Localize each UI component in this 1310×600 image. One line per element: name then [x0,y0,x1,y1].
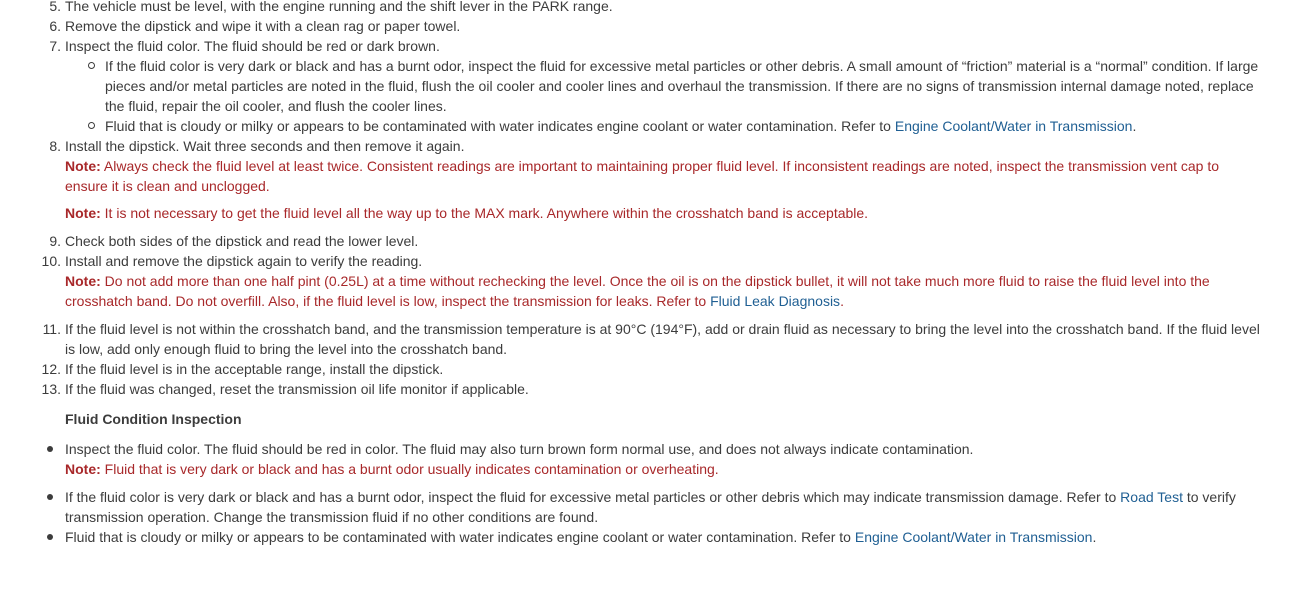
note-text: Always check the fluid level at least twice. Consistent readings are important to maintaining proper fluid level. If inconsistent readings are noted, inspect the transmission vent cap to ensure it is clean and unclogged. [65,158,1220,194]
step-text: If the fluid level is in the acceptable range, install the dipstick. [65,361,444,377]
step-number: 8. [49,138,61,154]
step-number: 5. [49,0,61,14]
step-number: 10. [41,253,61,269]
bullet-text-after: to verify transmission operation. Change the transmission fluid if no other conditions are found. [65,489,1236,525]
list-item [0,36,1260,136]
note-label: Note: [65,158,101,174]
section-heading: Fluid Condition Inspection [65,411,242,427]
sub-list-item [65,116,1260,136]
note [65,459,1260,479]
step-text: If the fluid level is not within the crosshatch band, and the transmission temperature is at 90°C (194°F), add or drain fluid as necessary to bring the level into the crosshatch band. If the fluid level is low, add only enough fluid to bring the level into the crosshatch band. [65,321,1260,357]
step-text: Remove the dipstick and wipe it with a clean rag or paper towel. [65,18,461,34]
list-item [0,251,1260,311]
step-text: Install the dipstick. Wait three seconds and then remove it again. [65,138,465,154]
step-number: 9. [49,233,61,249]
sub-list [65,56,1260,136]
circle-bullet-icon [88,122,95,129]
note-text: Do not add more than one half pint (0.25L) at a time without rechecking the level. Once the oil is on the dipstick bullet, it will not take much more fluid to raise the fluid level into the crosshatch band. Do not overfill. Also, if the fluid level is low, inspect the transmission for leaks. Refer to [65,273,1210,309]
note-label: Note: [65,205,101,221]
step-number: 12. [41,361,61,377]
step-number: 11. [42,321,61,337]
sub-list-item [65,56,1260,116]
step-text: Check both sides of the dipstick and read the lower level. [65,233,419,249]
link-engine-coolant-water[interactable]: Engine Coolant/Water in Transmission [894,118,1133,134]
step-text: The vehicle must be level, with the engine running and the shift lever in the PARK range. [65,0,613,14]
step-number: 13. [41,381,61,397]
step-text: If the fluid was changed, reset the transmission oil life monitor if applicable. [65,381,529,397]
bullet-text: If the fluid color is very dark or black and has a burnt odor, inspect the fluid for excessive metal particles or other debris which may indicate transmission damage. Refer to [65,489,1121,505]
step-number: 7. [49,38,61,54]
list-item [0,379,1260,399]
sub-item-text: Fluid that is cloudy or milky or appears to be contaminated with water indicates engine coolant or water contamination. Refer to [105,118,895,134]
note [65,203,1260,223]
note-label: Note: [65,273,101,289]
bullet-text: Inspect the fluid color. The fluid should be red in color. The fluid may also turn brown form normal use, and does not always indicate contamination. [65,441,974,457]
list-item [0,231,1260,251]
bullet-dot-icon [47,446,53,452]
list-item [0,359,1260,379]
bullet-dot-icon [47,494,53,500]
bullet-text-after: . [1092,529,1097,545]
step-text: Install and remove the dipstick again to verify the reading. [65,253,423,269]
bullet-text: Fluid that is cloudy or milky or appears to be contaminated with water indicates engine coolant or water contamination. Refer to [65,529,855,545]
note [65,271,1260,311]
sub-item-text-after: . [1132,118,1137,134]
link-road-test[interactable]: Road Test [1120,489,1183,505]
list-item [0,136,1260,223]
link-engine-coolant-water[interactable]: Engine Coolant/Water in Transmission [854,529,1093,545]
list-item [0,439,1260,479]
circle-bullet-icon [88,62,95,69]
note [65,156,1260,196]
step-text: Inspect the fluid color. The fluid should be red or dark brown. [65,38,440,54]
list-item [0,16,1260,36]
note-text: Fluid that is very dark or black and has a burnt odor usually indicates contamination or overheating. [100,461,719,477]
list-item [0,0,1260,16]
link-fluid-leak-diagnosis[interactable]: Fluid Leak Diagnosis [710,293,841,309]
note-label: Note: [65,461,101,477]
note-text: It is not necessary to get the fluid level all the way up to the MAX mark. Anywhere within the crosshatch band is acceptable. [100,205,869,221]
list-item [0,487,1260,527]
bullet-dot-icon [47,534,53,540]
sub-item-text: If the fluid color is very dark or black and has a burnt odor, inspect the fluid for excessive metal particles or other debris. A small amount of “friction” material is a “normal” condition. If large pieces and/or metal particles are noted in the fluid, flush the oil cooler and cooler lines and overhaul the transmission. If there are no signs of transmission internal damage noted, replace the fluid, repair the oil cooler, and flush the cooler lines. [105,58,1259,114]
step-number: 6. [49,18,61,34]
list-item [0,527,1260,547]
list-item [0,319,1260,359]
note-text-after: . [840,293,844,309]
inspection-bullets [0,439,1260,547]
